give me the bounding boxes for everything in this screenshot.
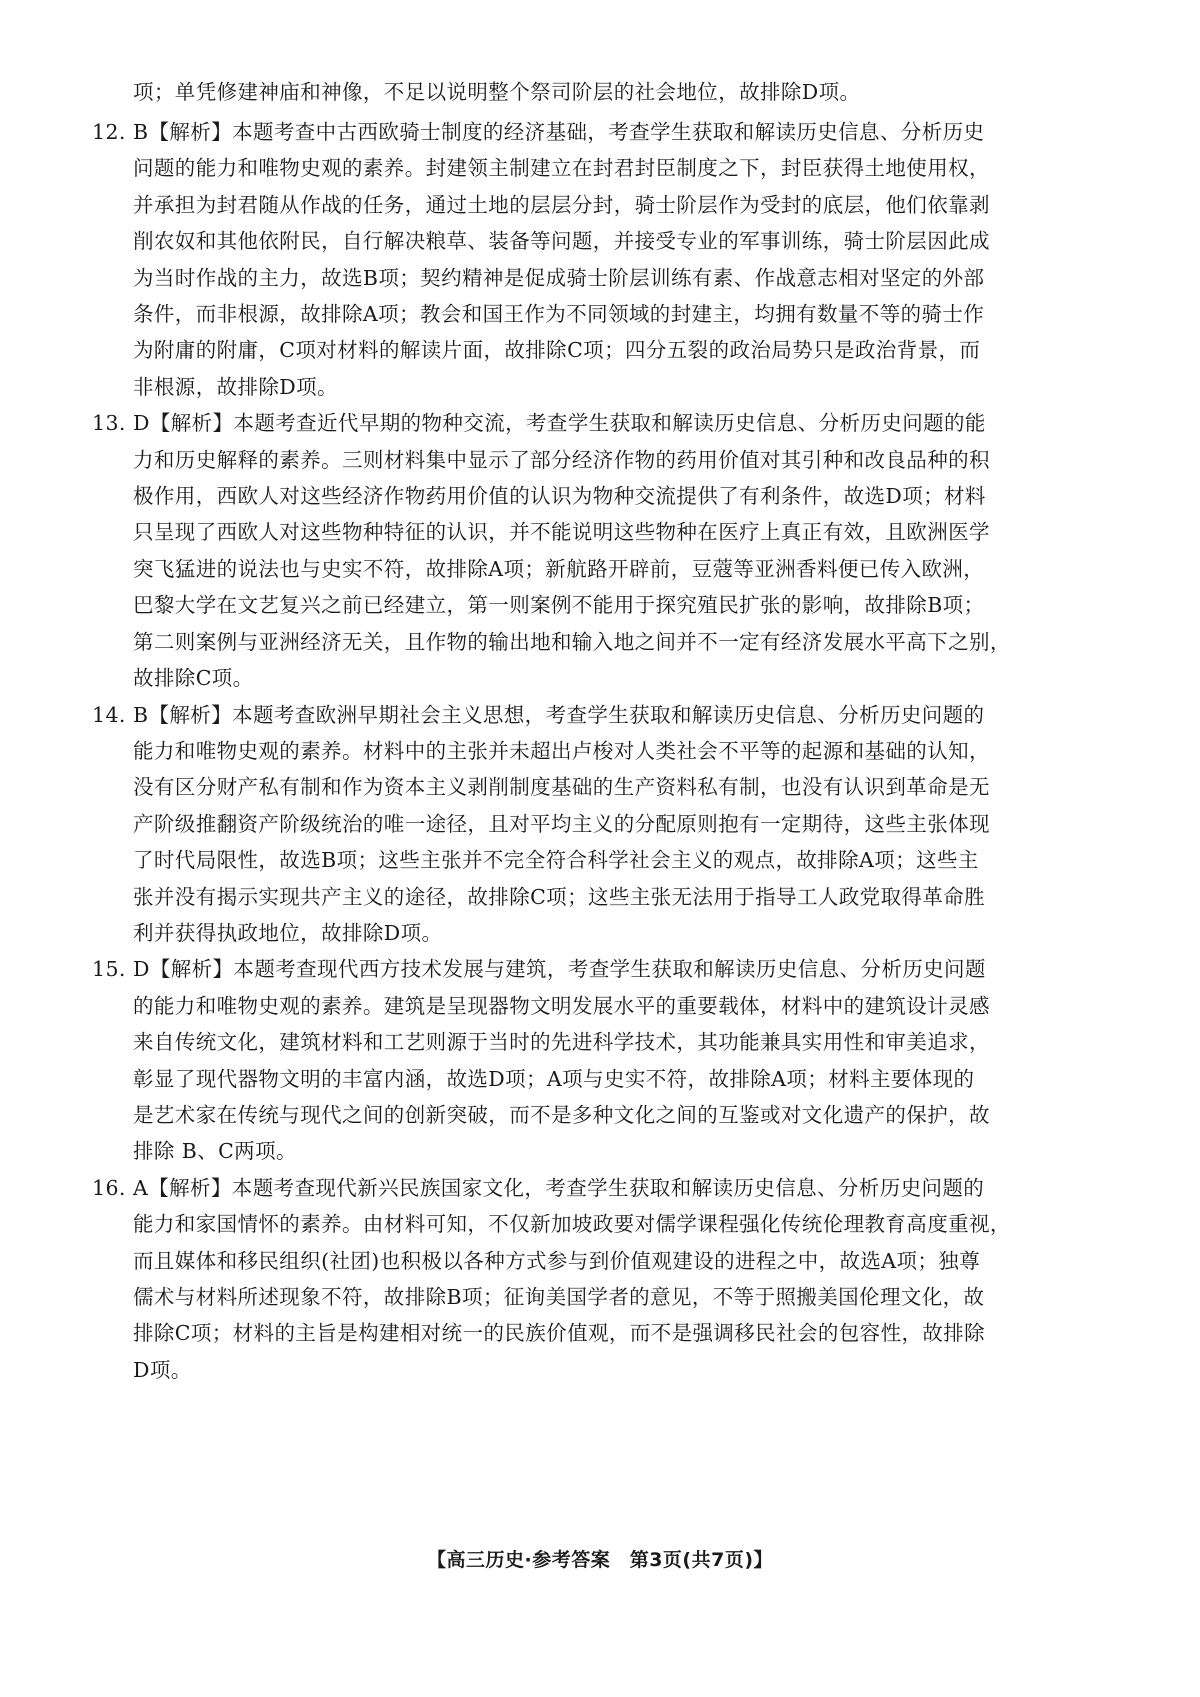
answer-text-line: 的能力和唯物史观的素养。建筑是呈现器物文明发展水平的重要载体，材料中的建筑设计灵感 — [133, 993, 990, 1018]
answer-text-line: 产阶级推翻资产阶级统治的唯一途径，且对平均主义的分配原则抱有一定期待，这些主张体现 — [133, 811, 990, 836]
answer-text-line: 突飞猛进的说法也与史实不符，故排除A项；新航路开辟前，豆蔻等亚洲香料便已传入欧洲， — [133, 556, 985, 581]
answer-item — [92, 951, 1147, 1169]
page-footer: 【高三历史·参考答案 第3页(共7页)】 — [426, 1549, 774, 1571]
answer-text-line: 力和历史解释的素养。三则材料集中显示了部分经济作物的药用价值对其引种和改良品种的积 — [133, 447, 990, 472]
answer-text-line: D项。 — [133, 1357, 192, 1382]
answer-text-line: D【解析】本题考查现代西方技术发展与建筑，考查学生获取和解读历史信息、分析历史问题 — [133, 957, 986, 982]
answer-text-line: 故排除C项。 — [133, 666, 254, 691]
answer-number: 15. — [92, 957, 126, 982]
answer-text-line: D【解析】本题考查近代早期的物种交流，考查学生获取和解读历史信息、分析历史问题的能 — [133, 411, 986, 436]
answer-number: 12. — [92, 120, 126, 144]
continuation-text: 项；单凭修建神庙和神像，不足以说明整个祭司阶层的社会地位，故排除D项。 — [133, 80, 861, 104]
answer-text-line: 削农奴和其他依附民，自行解决粮草、装备等问题，并接受专业的军事训练，骑士阶层因此成 — [133, 229, 990, 254]
answer-text-line: 非根源，故排除D项。 — [133, 374, 338, 399]
answer-item — [92, 405, 1147, 696]
answer-text-line: 并承担为封君随从作战的任务，通过土地的层层分封，骑士阶层作为受封的底层，他们依靠剥 — [133, 192, 990, 217]
answer-item — [92, 697, 1147, 952]
answer-text-line: 为附庸的附庸，C项对材料的解读片面，故排除C项；四分五裂的政治局势只是政治背景，而 — [133, 338, 981, 363]
answer-text-line: 了时代局限性，故选B项；这些主张并不完全符合科学社会主义的观点，故排除A项；这些主 — [133, 848, 979, 873]
answer-item — [92, 114, 1147, 405]
answer-text-line: 条件，而非根源，故排除A项；教会和国王作为不同领域的封建主，均拥有数量不等的骑士作 — [133, 302, 985, 327]
answer-text-line: 来自传统文化，建筑材料和工艺则源于当时的先进科学技术，其功能兼具实用性和审美追求， — [133, 1030, 990, 1055]
answer-text-line: 巴黎大学在文艺复兴之前已经建立，第一则案例不能用于探究殖民扩张的影响，故排除B项； — [133, 593, 985, 618]
answer-text-line: 排除C项；材料的主旨是构建相对统一的民族价值观，而不是强调移民社会的包容性，故排除 — [133, 1321, 986, 1346]
answer-number: 13. — [92, 411, 126, 436]
answer-text-line: 儒术与材料所述现象不符，故排除B项；征询美国学者的意见，不等于照搬美国伦理文化，故 — [133, 1285, 985, 1309]
answer-text-line: 没有区分财产私有制和作为资本主义剥削制度基础的生产资料私有制，也没有认识到革命是无 — [133, 775, 990, 800]
answer-text-line: 张并没有揭示实现共产主义的途径，故排除C项；这些主张无法用于指导工人政党取得革命胜 — [133, 884, 986, 909]
answer-text-line: 是艺术家在传统与现代之间的创新突破，而不是多种文化之间的互鉴或对文化遗产的保护，故 — [133, 1102, 990, 1127]
answer-text-line: 能力和家国情怀的素养。由材料可知，不仅新加坡政要对儒学课程强化传统伦理教育高度重视， — [133, 1212, 1011, 1237]
answer-text-line: 极作用，西欧人对这些经济作物药用价值的认识为物种交流提供了有利条件，故选D项；材料 — [133, 484, 986, 509]
answer-item — [92, 1170, 1147, 1388]
answer-text-line: 而且媒体和移民组织(社团)也积极以各种方式参与到价值观建设的进程之中，故选A项；独尊 — [133, 1248, 981, 1273]
answer-text-line: 第二则案例与亚洲经济无关，且作物的输出地和输入地之间并不一定有经济发展水平高下之别， — [133, 629, 1011, 654]
answer-list — [92, 114, 1147, 1388]
answer-number: 14. — [92, 702, 126, 727]
answer-text-line: A【解析】本题考查现代新兴民族国家文化，考查学生获取和解读历史信息、分析历史问题的 — [133, 1175, 985, 1200]
answer-text-line: 彰显了现代器物文明的丰富内涵，故选D项；A项与史实不符，故排除A项；材料主要体现的 — [133, 1066, 975, 1091]
answer-text-line: B【解析】本题考查欧洲早期社会主义思想，考查学生获取和解读历史信息、分析历史问题的 — [133, 702, 985, 727]
answer-number: 16. — [92, 1175, 126, 1200]
answer-text-line: 利并获得执政地位，故排除D项。 — [133, 920, 443, 945]
answer-text-line: 为当时作战的主力，故选B项；契约精神是促成骑士阶层训练有素、作战意志相对坚定的外部 — [133, 265, 985, 290]
answer-text-line: 能力和唯物史观的素养。材料中的主张并未超出卢梭对人类社会不平等的起源和基础的认知， — [133, 738, 990, 763]
answer-text-line: B【解析】本题考查中古西欧骑士制度的经济基础，考查学生获取和解读历史信息、分析历史 — [133, 120, 985, 144]
answer-text-line: 排除 B、C两项。 — [133, 1139, 297, 1164]
answer-text-line: 问题的能力和唯物史观的素养。封建领主制建立在封君封臣制度之下，封臣获得土地使用权， — [133, 156, 990, 181]
answer-text-line: 只呈现了西欧人对这些物种特征的认识，并不能说明这些物种在医疗上真正有效，且欧洲医学 — [133, 520, 990, 545]
